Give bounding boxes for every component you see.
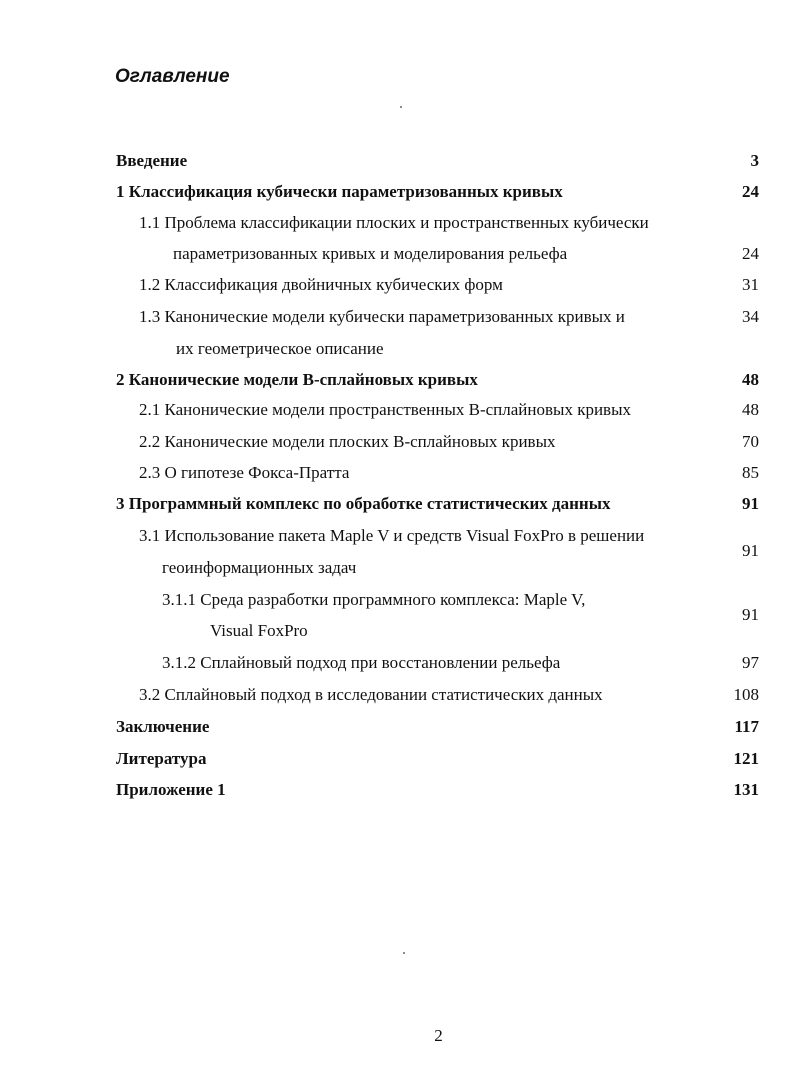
toc-entry-section-1-3-line-2: их геометрическое описание — [176, 339, 384, 358]
toc-entry-section-1-2: 1.2 Классификация двойничных кубических форм — [139, 275, 503, 294]
toc-entry-section-3-2: 3.2 Сплайновый подход в исследовании статистических данных — [139, 685, 603, 704]
toc-entry-section-3-1-1-line-1: 3.1.1 Среда разработки программного комплекса: Maple V, — [162, 590, 586, 609]
toc-page-section-1-3: 34 — [742, 307, 759, 326]
scan-speck — [400, 106, 402, 108]
toc-entry-section-3-1-1-line-2: Visual FoxPro — [210, 621, 308, 640]
toc-entry-bibliography: Литература — [116, 749, 207, 768]
toc-entry-conclusion: Заключение — [116, 717, 210, 736]
toc-page-bibliography: 121 — [733, 749, 759, 768]
toc-page-section-3-2: 108 — [733, 685, 759, 704]
toc-page-chapter-1: 24 — [742, 182, 759, 201]
toc-page-section-1-1: 24 — [742, 244, 759, 263]
toc-entry-section-2-3: 2.3 О гипотезе Фокса-Пратта — [139, 463, 350, 482]
toc-page-conclusion: 117 — [734, 717, 759, 736]
toc-page-chapter-2: 48 — [742, 370, 759, 389]
toc-entry-section-1-1-line-1: 1.1 Проблема классификации плоских и пространственных кубически — [139, 213, 649, 232]
toc-entry-section-3-1-2: 3.1.2 Сплайновый подход при восстановлении рельефа — [162, 653, 561, 672]
toc-page-section-3-1-1: 91 — [742, 605, 759, 624]
toc-entry-section-2-2: 2.2 Канонические модели плоских B-сплайновых кривых — [139, 432, 556, 451]
toc-entry-section-1-1-line-2: параметризованных кривых и моделирования рельефа — [173, 244, 568, 263]
toc-heading: Оглавление — [115, 66, 230, 87]
toc-page-appendix-1: 131 — [733, 780, 759, 799]
toc-page-section-2-3: 85 — [742, 463, 759, 482]
toc-entry-appendix-1: Приложение 1 — [116, 780, 226, 799]
toc-entry-chapter-3: 3 Программный комплекс по обработке статистических данных — [116, 494, 611, 513]
toc-page-section-1-2: 31 — [742, 275, 759, 294]
toc-entry-introduction: Введение — [116, 151, 188, 170]
toc-page-chapter-3: 91 — [742, 494, 759, 513]
toc-page-section-3-1-2: 97 — [742, 653, 759, 672]
toc-entry-chapter-1: 1 Классификация кубически параметризованных кривых — [116, 182, 563, 201]
toc-page-introduction: 3 — [750, 151, 759, 170]
toc-page-section-2-1: 48 — [742, 400, 759, 419]
toc-page-section-2-2: 70 — [742, 432, 759, 451]
toc-entry-section-1-3-line-1: 1.3 Канонические модели кубически параметризованных кривых и — [139, 307, 625, 326]
page-number: 2 — [434, 1026, 443, 1045]
toc-entry-section-2-1: 2.1 Канонические модели пространственных B-сплайновых кривых — [139, 400, 631, 419]
toc-entry-section-3-1-line-2: геоинформационных задач — [162, 558, 357, 577]
scan-speck — [403, 952, 405, 954]
toc-entry-chapter-2: 2 Канонические модели B-сплайновых кривых — [116, 370, 478, 389]
toc-entry-section-3-1-line-1: 3.1 Использование пакета Maple V и средств Visual FoxPro в решении — [139, 526, 645, 545]
toc-page-section-3-1: 91 — [742, 541, 759, 560]
